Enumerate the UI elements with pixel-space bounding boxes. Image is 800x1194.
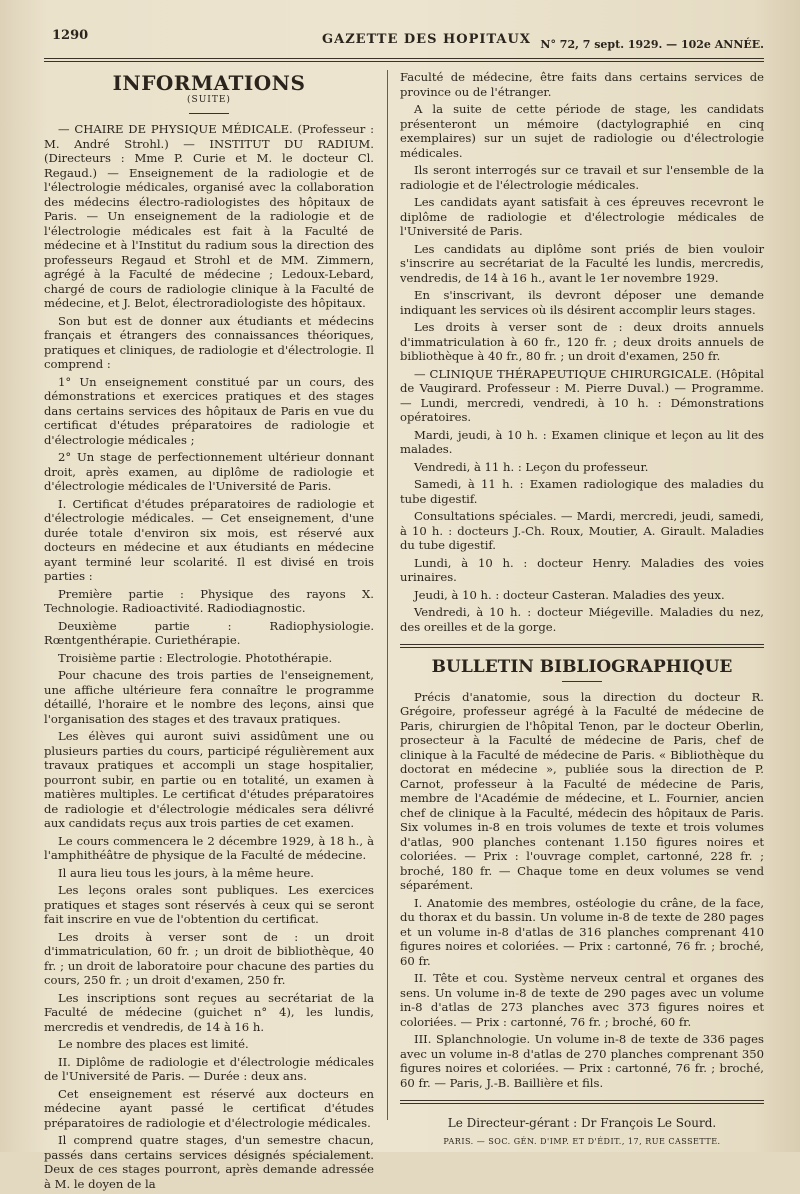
left-paragraph: II. Diplôme de radiologie et d'électrologie médicales de l'Université de Paris. — Durée : deux ans.	[44, 1054, 374, 1083]
column-separator	[387, 70, 388, 1120]
left-paragraph: Deuxième partie : Radiophysiologie. Rœntgenthérapie. Curiethérapie.	[44, 618, 374, 647]
right-paragraph: Faculté de médecine, être faits dans certains services de province ou de l'étranger.	[400, 70, 764, 99]
right-paragraph: Lundi, à 10 h. : docteur Henry. Maladies des voies urinaires.	[400, 555, 764, 584]
left-paragraph: Il aura lieu tous les jours, à la même heure.	[58, 865, 314, 880]
right-paragraph: Mardi, jeudi, à 10 h. : Examen clinique et leçon au lit des malades.	[400, 427, 764, 456]
bulletin-paragraph: I. Anatomie des membres, ostéologie du crâne, de la face, du thorax et du bassin. Un volume in-8 de texte de 280 pages et un volume in-8 d'atlas de 316 planches comprenant 410 figures noires et coloriées. — Prix : cartonné, 76 fr. ; broché, 60 fr.	[400, 895, 764, 968]
left-paragraph: 1° Un enseignement constitué par un cours, des démonstrations et exercices pratiques et des stages dans certains services des hôpitaux de Paris en vue du certificat d'études préparatoires de radiologie et d'électrologie médicales ;	[44, 374, 374, 447]
header-rule-2	[44, 61, 764, 62]
left-paragraph: I. Certificat d'études préparatoires de radiologie et d'électrologie médicales. — Cet enseignement, d'une durée totale d'environ six mois, est réservé aux docteurs en médecine et aux étudiants en médecine ayant terminé leur scolarité. Il est divisé en trois parties :	[44, 496, 374, 583]
bulletin-title: BULLETIN BIBLIOGRAPHIQUE	[431, 657, 733, 677]
left-paragraph: 2° Un stage de perfectionnement ultérieur donnant droit, après examen, au diplôme de radiologie et d'électrologie médicales de l'Université de Paris.	[44, 450, 374, 493]
printer-line: PARIS. — SOC. GÉN. D'IMP. ET D'ÉDIT., 17, RUE CASSETTE.	[443, 1136, 721, 1146]
bulletin-paragraph: III. Splanchnologie. Un volume in-8 de texte de 336 pages avec un volume in-8 d'atlas de 270 planches comprenant 350 figures noires et coloriées. — Prix : cartonné, 76 fr. ; broché, 60 fr. — Paris, J.-B. Baillière et fils.	[400, 1032, 764, 1090]
informations-subtitle: (SUITE)	[187, 94, 231, 105]
right-paragraph: Jeudi, à 10 h. : docteur Casteran. Maladies des yeux.	[414, 587, 725, 602]
right-paragraph: A la suite de cette période de stage, les candidats présenteront un mémoire (dactylographié en cinq exemplaires) sur un sujet de radiologie ou d'électrologie médicales.	[400, 102, 764, 160]
section-divider	[189, 113, 229, 114]
left-column	[44, 70, 374, 1194]
left-paragraph: Première partie : Physique des rayons X. Technologie. Radioactivité. Radiodiagnostic.	[44, 586, 374, 615]
issue-info: N° 72, 7 sept. 1929. — 102e ANNÉE.	[540, 38, 764, 51]
page-number: 1290	[52, 28, 89, 43]
left-paragraph: Les droits à verser sont de : un droit d'immatriculation, 60 fr. ; un droit de bibliothèque, 40 fr. ; un droit de laboratoire pour chacune des parties du cours, 250 fr. ; un droit d'examen, 250 fr.	[44, 929, 374, 987]
right-column	[400, 70, 764, 1149]
left-paragraph: Les élèves qui auront suivi assidûment une ou plusieurs parties du cours, participé régulièrement aux travaux pratiques et accompli un stage hospitalier, pourront subir, en partie ou en totalité, un examen à matières multiples. Le certificat d'études préparatoires de radiologie et d'électrologie médicales sera délivré aux candidats reçus aux trois parties de cet examen.	[44, 729, 374, 830]
journal-title: GAZETTE DES HOPITAUX	[322, 32, 531, 47]
bulletin-rule	[400, 644, 764, 648]
left-paragraph: Les leçons orales sont publiques. Les exercices pratiques et stages sont réservés à ceux qui se seront fait inscrire en vue de l'obtention du certificat.	[44, 883, 374, 926]
footer-rule	[400, 1100, 764, 1104]
right-paragraph: Ils seront interrogés sur ce travail et sur l'ensemble de la radiologie et de l'électrologie médicales.	[400, 163, 764, 192]
left-paragraph: — CHAIRE DE PHYSIQUE MÉDICALE. (Professeur : M. André Strohl.) — INSTITUT DU RADIUM. (Directeurs : Mme P. Curie et M. le docteur Cl. Regaud.) — Enseignement de la radiologie et de l'électrologie médicales, organisé avec la collaboration des médecins électro-radiologistes des hôpitaux de Paris. — Un enseignement de la radiologie et de l'électrologie médicales est fait à la Faculté de médecine et à l'Institut du radium sous la direction des professeurs Regaud et Strohl et de MM. Zimmern, agrégé à la Faculté de médecine ; Ledoux-Lebard, chargé de cours de radiologie clinique à la Faculté de médecine, et J. Belot, électroradiologiste des hôpitaux.	[44, 122, 374, 310]
left-paragraph: Les inscriptions sont reçues au secrétariat de la Faculté de médecine (guichet n° 4), les lundis, mercredis et vendredis, de 14 à 16 h.	[44, 990, 374, 1034]
left-paragraph: Pour chacune des trois parties de l'enseignement, une affiche ultérieure fera connaître le programme détaillé, l'horaire et le nombre des leçons, ainsi que l'organisation des stages et des travaux pratiques.	[44, 668, 374, 726]
left-paragraph: Le nombre des places est limité.	[58, 1037, 249, 1051]
right-paragraph: En s'inscrivant, ils devront déposer une demande indiquant les services où ils désirent accomplir leurs stages.	[400, 288, 764, 317]
left-paragraph: Le cours commencera le 2 décembre 1929, à 18 h., à l'amphithéâtre de physique de la Faculté de médecine.	[44, 833, 374, 862]
director-line: Le Directeur-gérant : Dr François Le Sourd.	[447, 1116, 717, 1130]
page-header	[52, 26, 772, 54]
left-paragraph: Troisième partie : Electrologie. Photothérapie.	[58, 650, 333, 665]
left-paragraph: Son but est de donner aux étudiants et médecins français et étrangers des connaissances théoriques, pratiques et cliniques, de radiologie et d'électrologie. Il comprend :	[44, 313, 374, 371]
bulletin-paragraph: Précis d'anatomie, sous la direction du docteur R. Grégoire, professeur agrégé à la Faculté de médecine de Paris, chirurgien de l'hôpital Tenon, par le docteur Oberlin, prosecteur à la Faculté de médecine de Paris, chef de clinique à la Faculté de médecine de Paris. « Bibliothèque du doctorat en médecine », publiée sous la direction de P. Carnot, professeur à la Faculté de médecine de Paris, membre de l'Académie de médecine, et L. Fournier, ancien chef de clinique à la Faculté, médecin des hôpitaux de Paris. Six volumes in-8 en trois volumes de texte et trois volumes d'atlas, 900 planches contenant 1.150 figures noires et coloriées. — Prix : l'ouvrage complet, cartonné, 228 fr. ; broché, 180 fr. — Chaque tome en deux volumes se vend séparément.	[400, 689, 764, 892]
right-paragraph: Les droits à verser sont de : deux droits annuels d'immatriculation à 60 fr., 120 fr. ; deux droits annuels de bibliothèque à 40 fr., 80 fr. ; un droit d'examen, 250 fr.	[400, 320, 764, 363]
bulletin-divider	[562, 681, 602, 682]
right-paragraph: Les candidats ayant satisfait à ces épreuves recevront le diplôme de radiologie et d'électrologie médicales de l'Université de Paris.	[400, 195, 764, 238]
bulletin-paragraph: II. Tête et cou. Système nerveux central et organes des sens. Un volume in-8 de texte de 290 pages avec un volume in-8 d'atlas de 273 planches avec 373 figures noires et coloriées. — Prix : cartonné, 76 fr. ; broché, 60 fr.	[400, 971, 764, 1029]
right-paragraph: Vendredi, à 10 h. : docteur Miégeville. Maladies du nez, des oreilles et de la gorge.	[400, 605, 764, 634]
left-paragraph: Il comprend quatre stages, d'un semestre chacun, passés dans certains services désignés spécialement. Deux de ces stages pourront, après demande adressée à M. le doyen de la	[44, 1133, 374, 1191]
right-paragraph: Vendredi, à 11 h. : Leçon du professeur.	[414, 459, 649, 474]
right-paragraph: — CLINIQUE THÉRAPEUTIQUE CHIRURGICALE. (Hôpital de Vaugirard. Professeur : M. Pierre Duval.) — Programme. — Lundi, mercredi, vendredi, à 10 h. : Démonstrations opératoires.	[400, 366, 764, 424]
right-paragraph: Les candidats au diplôme sont priés de bien vouloir s'inscrire au secrétariat de la Faculté les lundis, mercredis, vendredis, de 14 à 16 h., avant le 1er novembre 1929.	[400, 241, 764, 285]
informations-title: INFORMATIONS	[112, 71, 306, 95]
right-paragraph: Samedi, à 11 h. : Examen radiologique des maladies du tube digestif.	[400, 477, 764, 506]
left-paragraph: Cet enseignement est réservé aux docteurs en médecine ayant passé le certificat d'études préparatoires de radiologie et d'électrologie médicales.	[44, 1086, 374, 1130]
right-paragraph: Consultations spéciales. — Mardi, mercredi, jeudi, samedi, à 10 h. : docteurs J.-Ch. Roux, Moutier, A. Girault. Maladies du tube digestif.	[400, 509, 764, 552]
header-rule	[44, 58, 764, 59]
